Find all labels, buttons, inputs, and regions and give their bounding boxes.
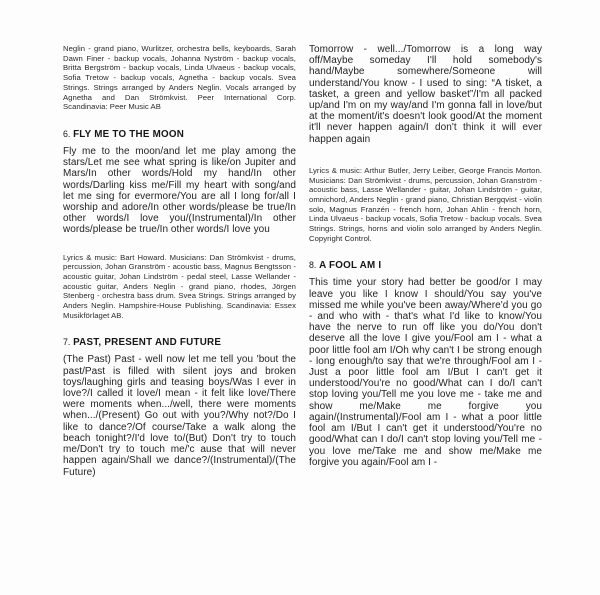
track-6-number: 6. [63, 128, 71, 139]
track-6-heading [63, 129, 296, 140]
track-7-title: PAST, PRESENT AND FUTURE [73, 337, 222, 349]
track-8-number: 8. [309, 260, 317, 271]
right-column [309, 44, 542, 595]
track-8-heading [309, 260, 542, 271]
track-7-lyrics-part-2: Tomorrow - well.../Tomorrow is a long way off/Maybe someday I'll hold somebody's hand/Maybe somewhere/Someone will understand/You know - I used to sing: “A tisket, a tasket, a green and yellow basket”/I'm all packed up/and I'm on my way/and I'm gonna fall in love/but at the moment/it's doesn't look good/At the moment it'll never happen again/I don't think it will ever happen again [309, 44, 542, 145]
credits-continued-from-previous-page: Neglin - grand piano, Wurlitzer, orchestra bells, keyboards, Sarah Dawn Finer - backup vocals, Johanna Nyström - backup vocals, Britta Bergström - backup vocals, Linda Ulvaeus - backup vocals, Sofia Tretow - backup vocals, Agnetha - backup vocals. Svea Strings. Strings arranged by Anders Neglin. Vocals arranged by Agnetha and Dan Strömkvist. Peer International Corp. Scandinavia: Peer Music AB [63, 44, 296, 112]
track-7-lyrics-part-1: (The Past) Past - well now let me tell you 'bout the past/Past is filled with silent joys and broken toys/laughing girls and teasing boys/Was I ever in love?/I called it love/I mean - it felt like love/There were moments when.../well, there were moments when.../(Present) Go out with you?/Why not?/Do I like to dance?/Of course/Take a walk along the beach tonight?/I'd love to/(But) Don't try to touch me/Don't try to touch me/'c ause that will never happen again/Shall we dance?/(Instrumental)/(The Future) [63, 354, 296, 478]
track-6-credits: Lyrics & music: Bart Howard. Musicians: Dan Strömkvist - drums, percussion, Johan Granström - acoustic bass, Magnus Bengtsson - acoustic guitar, Johan Lindström - pedal steel, Lasse Wellander - acoustic guitar, Anders Neglin - grand piano, rhodes, Jörgen Stenberg - orchestra bass drum. Svea Strings. Strings arranged by Anders Neglin. Hampshire-House Publishing. Scandinavia: Essex Musikförlaget AB. [63, 252, 296, 320]
track-8-title: A FOOL AM I [319, 260, 382, 272]
track-8-lyrics: This time your story had better be good/or I may leave you like I know I should/You say you've missed me while you've been away/Where'd you go - and who with - that's what I'd like to know/You have the nerve to run off like you do/You don't deserve all the love I give you/Fool am I - what a poor little fool am I/Oh why can't I be strong enough - long enough/to say that we're through/Fool am I - Just a poor little fool am I/But I can't get it understood/You're no good/What can I do/I can't stop loving you/Tell me you love me - take me and show me/Make me forgive you again/(Instrumental)/Fool am I - what a poor little fool am I/But I can't get it understood/You're no good/What can I do/I can't stop loving you/Tell me - you love me/Take me and show me/Make me forgive you again/Fool am I - [309, 277, 542, 468]
track-7-number: 7. [63, 337, 71, 348]
track-6-lyrics: Fly me to the moon/and let me play among the stars/Let me see what spring is like/on Jupiter and Mars/In other words/Hold my hand/In other words/Darling kiss me/Fill my heart with song/and let me sing for evermore/You are all I long for/all I worship and adore/In other words/please be true/In other words/I love you/(Instrumental)/In other words/please be true/In other words/I love you [63, 145, 296, 236]
track-6-title: FLY ME TO THE MOON [73, 128, 185, 140]
track-7-heading [63, 337, 296, 348]
left-column [63, 44, 296, 595]
track-7-credits: Lyrics & music: Arthur Butler, Jerry Leiber, George Francis Morton. Musicians: Dan Strömkvist - drums, percussion, Johan Granström - acoustic bass, Lasse Wellander - guitar, Johan Lindström - guitar, omnichord, Anders Neglin - grand piano, Christian Bergqvist - violin solo, Magnus Franzén - french horn, Johan Ahlin - french horn, Linda Ulvaeus - backup vocals, Sofia Tretow - backup vocals. Svea Strings. Strings, horns and violin solo arranged by Anders Neglin. Copyright Control. [309, 165, 542, 243]
